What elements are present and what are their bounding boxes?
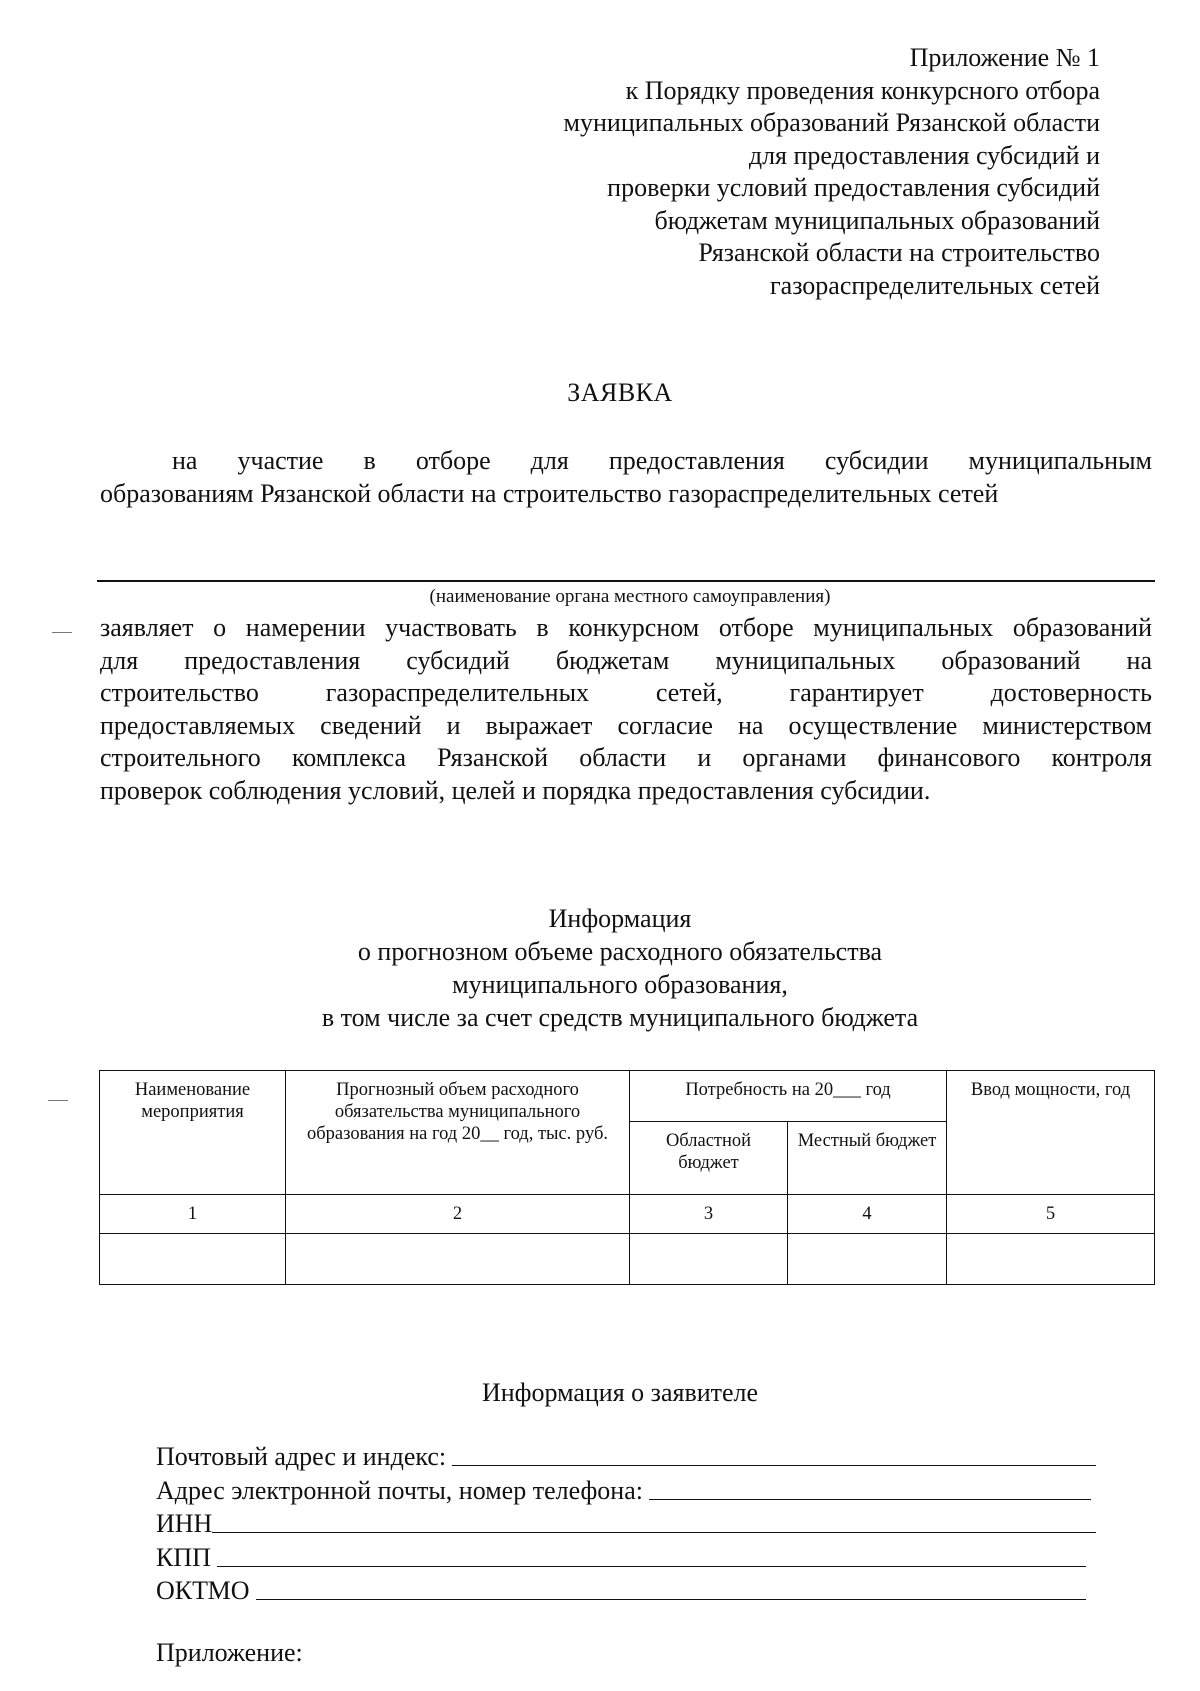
inn-label: ИНН: [156, 1509, 213, 1538]
header-need: Потребность на 20___ год: [630, 1071, 947, 1122]
header-regional-budget: Областной бюджет: [630, 1122, 788, 1195]
statement-line: для предоставления субсидий бюджетам муниципальных образований на: [100, 645, 1152, 675]
appendix-line: газораспределительных сетей: [769, 270, 1100, 300]
column-number: 5: [947, 1195, 1155, 1234]
appendix-header: [480, 42, 1100, 302]
info-heading-line: в том числе за счет средств муниципального бюджета: [321, 1003, 919, 1032]
subtitle-line: на участие в отборе для предоставления субсидии муниципальным: [172, 446, 1152, 475]
column-number: 2: [286, 1195, 630, 1234]
appendix-line: Приложение № 1: [909, 43, 1100, 72]
statement-line: предоставляемых сведений и выражает согласие на осуществление министерством: [100, 710, 1152, 740]
statement-line: строительного комплекса Рязанской области и органами финансового контроля: [100, 743, 1152, 772]
kpp-label: КПП: [156, 1542, 211, 1572]
appendix-line: к Порядку проведения конкурсного отбора: [625, 75, 1100, 105]
oktmo-label: ОКТМО: [156, 1576, 250, 1605]
postal-field-row: [156, 1440, 1096, 1474]
postal-label: Почтовый адрес и индекс:: [156, 1442, 447, 1471]
empty-cell[interactable]: [947, 1234, 1155, 1285]
statement-line: проверок соблюдения условий, целей и порядка предоставления субсидии.: [100, 775, 931, 805]
header-event-name: Наименование мероприятия: [100, 1071, 286, 1195]
email-phone-field-row: [156, 1474, 1091, 1508]
empty-cell[interactable]: [630, 1234, 788, 1285]
header-forecast-volume: Прогнозный объем расходного обязательства муниципального образования на год 20__ год, тыс. руб.: [286, 1071, 630, 1195]
empty-cell[interactable]: [286, 1234, 630, 1285]
email-phone-fill-line[interactable]: [649, 1475, 1091, 1500]
table-row: [100, 1234, 1155, 1285]
kpp-field-row: [156, 1541, 1086, 1575]
attachment-label: Приложение:: [156, 1638, 303, 1667]
applicant-fields: [156, 1440, 1096, 1608]
column-number: 1: [100, 1195, 286, 1234]
statement-line: строительство газораспределительных сетей, гарантирует достоверность: [100, 678, 1152, 707]
column-number: 4: [788, 1195, 947, 1234]
header-local-budget: Местный бюджет: [788, 1122, 947, 1195]
inn-field-row: [156, 1507, 1096, 1541]
forecast-table: [99, 1070, 1155, 1285]
document-subtitle: [100, 444, 1152, 510]
statement-line: заявляет о намерении участвовать в конкурсном отборе муниципальных образований: [100, 613, 1152, 642]
scan-margin-mark: [48, 1100, 68, 1101]
header-capacity-year: Ввод мощности, год: [947, 1071, 1155, 1195]
info-heading: [0, 902, 1200, 1034]
appendix-line: проверки условий предоставления субсидий: [607, 173, 1100, 202]
org-name-caption: (наименование органа местного самоуправления): [429, 586, 831, 607]
empty-cell[interactable]: [788, 1234, 947, 1285]
info-heading-line: о прогнозном объеме расходного обязательства: [357, 937, 883, 966]
inn-fill-line[interactable]: [212, 1508, 1096, 1533]
info-heading-line: муниципального образования,: [452, 970, 788, 999]
kpp-fill-line[interactable]: [217, 1542, 1086, 1567]
appendix-line: бюджетам муниципальных образований: [654, 205, 1100, 235]
appendix-line: муниципальных образований Рязанской области: [563, 108, 1100, 137]
statement-paragraph: [100, 612, 1152, 807]
email-phone-label: Адрес электронной почты, номер телефона:: [156, 1475, 643, 1505]
oktmo-field-row: [156, 1574, 1086, 1608]
empty-cell[interactable]: [100, 1234, 286, 1285]
subtitle-line: образованиям Рязанской области на строительство газораспределительных сетей: [100, 479, 999, 508]
org-name-fill-line[interactable]: [97, 580, 1155, 582]
oktmo-fill-line[interactable]: [256, 1575, 1086, 1600]
info-heading-line: Информация: [548, 904, 692, 933]
column-number: 3: [630, 1195, 788, 1234]
appendix-line: Рязанской области на строительство: [698, 238, 1100, 267]
document-title: ЗАЯВКА: [567, 378, 673, 407]
appendix-line: для предоставления субсидий и: [748, 140, 1100, 170]
scan-margin-mark: [52, 632, 72, 633]
postal-fill-line[interactable]: [452, 1441, 1096, 1466]
applicant-heading: Информация о заявителе: [481, 1378, 759, 1407]
